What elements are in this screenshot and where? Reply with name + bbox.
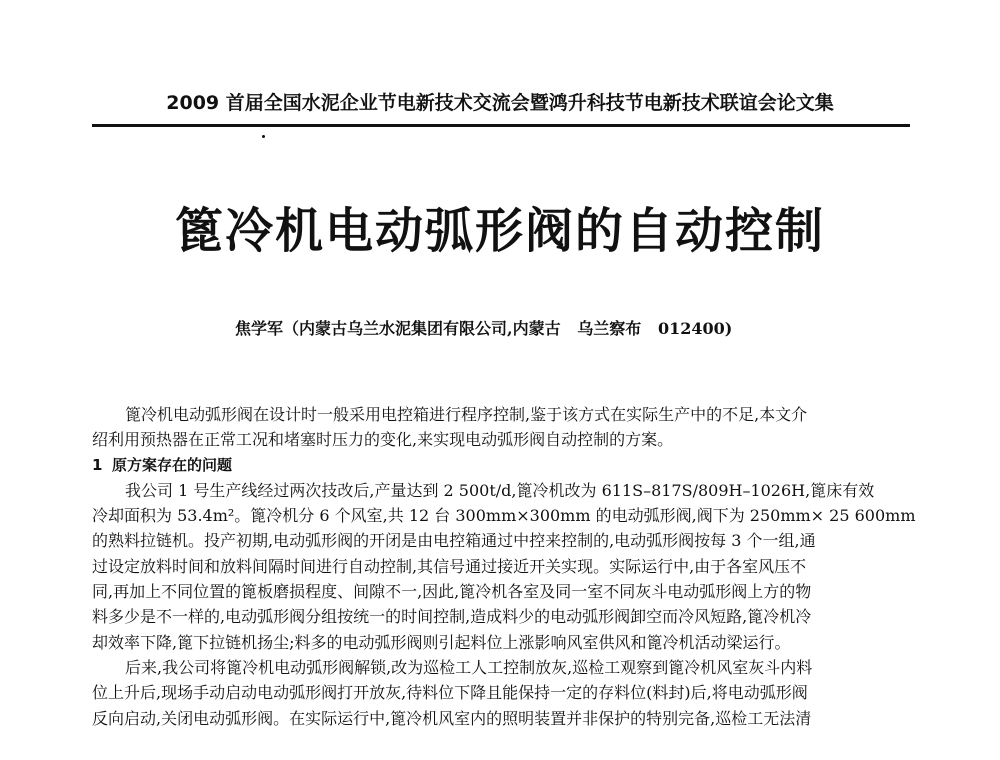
header-rule bbox=[92, 124, 910, 127]
scan-speck bbox=[262, 135, 265, 138]
body-paragraph bbox=[92, 478, 916, 655]
text-line: 冷却面积为 53.4m²。篦冷机分 6 个风室,共 12 台 300mm×300mm 的电动弧形阀,阀下为 250mm× 25 600mm bbox=[92, 506, 916, 526]
text-line: 绍利用预热器在正常工况和堵塞时压力的变化,来实现电动弧形阀自动控制的方案。 bbox=[92, 430, 674, 450]
section-heading bbox=[92, 453, 912, 478]
text-line: 料多少是不一样的,电动弧形阀分组按统一的时间控制,造成料少的电动弧形阀卸空而冷风短路,篦冷机冷 bbox=[92, 607, 812, 627]
text-line: 同,再加上不同位置的篦板磨损程度、间隙不一,因此,篦冷机各室及同一室不同灰斗电动弧形阀上方的物 bbox=[92, 582, 812, 602]
text-line: 过设定放料时间和放料间隔时间进行自动控制,其信号通过接近开关实现。实际运行中,由于各室风压不 bbox=[92, 556, 807, 576]
text-line: 反向启动,关闭电动弧形阀。在实际运行中,篦冷机风室内的照明装置并非保护的特别完备,巡检工无法清 bbox=[92, 708, 812, 728]
running-header: 2009 首届全国水泥企业节电新技术交流会暨鸿升科技节电新技术联谊会论文集 bbox=[166, 92, 834, 114]
text-line: 却效率下降,篦下拉链机扬尘;料多的电动弧形阀则引起料位上涨影响风室供风和篦冷机活动梁运行。 bbox=[92, 632, 791, 652]
article-title: 篦冷机电动弧形阀的自动控制 bbox=[174, 203, 825, 259]
author-affiliation: 焦学军（内蒙古乌兰水泥集团有限公司,内蒙古 乌兰察布 012400) bbox=[235, 319, 733, 338]
article-body bbox=[92, 402, 916, 731]
text-line: 篦冷机电动弧形阀在设计时一般采用电控箱进行程序控制,鉴于该方式在实际生产中的不足,本文介 bbox=[125, 405, 808, 424]
text-line: 我公司 1 号生产线经过两次技改后,产量达到 2 500t/d,篦冷机改为 611S–817S/809H–1026H,篦床有效 bbox=[125, 480, 875, 500]
abstract-paragraph bbox=[92, 402, 912, 453]
text-line: 后来,我公司将篦冷机电动弧形阀解锁,改为巡检工人工控制放灰,巡检工观察到篦冷机风室灰斗内料 bbox=[125, 657, 813, 677]
section-title: 原方案存在的问题 bbox=[112, 455, 233, 474]
section-number: 1 bbox=[92, 455, 103, 474]
text-line: 位上升后,现场手动启动电动弧形阀打开放灰,待料位下降且能保持一定的存料位(料封)后,将电动弧形阀 bbox=[92, 683, 808, 703]
text-line: 的熟料拉链机。投产初期,电动弧形阀的开闭是由电控箱通过中控来控制的,电动弧形阀按每 3 个一组,通 bbox=[92, 531, 816, 551]
body-paragraph bbox=[92, 655, 912, 731]
